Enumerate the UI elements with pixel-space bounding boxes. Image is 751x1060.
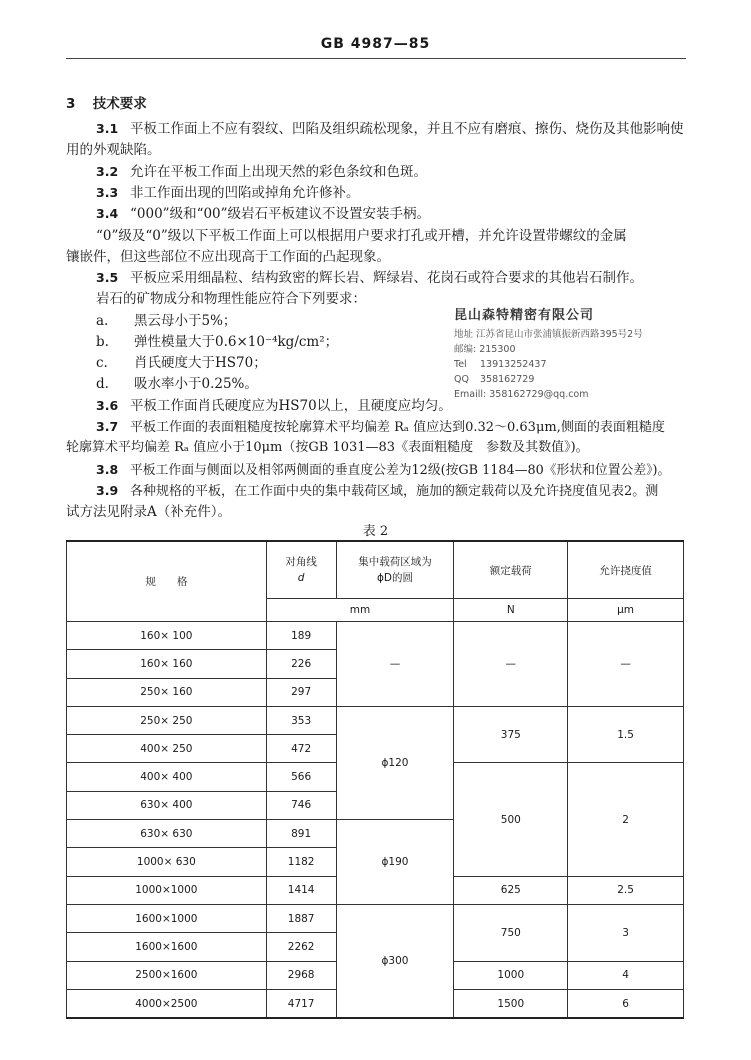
cell-load: 625 [454,876,568,904]
cell-spec: 160× 100 [67,622,267,650]
email-value: 358162729@qq.com [489,389,589,400]
unit-mm: mm [266,599,454,622]
requirement-label: a. [96,313,109,329]
header-zone [336,541,454,599]
cell-spec: 1000×1000 [67,876,267,904]
header-diagonal-symbol: d [297,572,305,584]
cell-deflection: 2 [568,763,684,876]
clause-3-9-cont: 试方法见附录A（补充件）。 [66,504,231,520]
clause-3-1-cont: 用的外观缺陷。 [66,142,161,158]
cell-spec: 2500×1600 [67,961,267,989]
cell-diagonal: 566 [266,763,336,791]
cell-diagonal: 746 [266,791,336,819]
cell-zone: ϕ120 [336,706,454,819]
clause-3-8 [96,461,670,480]
cell-diagonal: 1887 [266,904,336,932]
address-value: 江苏省昆山市张浦镇振新西路395号2号 [476,329,643,340]
cell-diagonal: 189 [266,622,336,650]
stamp-address [454,327,684,342]
clause-number: 3.2 [96,164,119,179]
unit-n: N [454,599,568,622]
cell-diagonal: 353 [266,706,336,734]
clause-text: 平板工作面的表面粗糙度按轮廓算术平均偏差 Rₐ 值应达到0.32～0.63μm,侧面的表面粗糙度 [130,420,665,435]
table-row [67,622,684,650]
cell-diagonal: 891 [266,820,336,848]
cell-load: 375 [454,706,568,763]
cell-diagonal: 4717 [266,989,336,1018]
clause-3-2 [96,163,427,181]
clause-text: 允许在平板工作面上出现天然的彩色条纹和色斑。 [130,164,427,180]
table-row [67,904,684,932]
section-title: 技术要求 [92,96,147,112]
cell-spec: 4000×2500 [67,989,267,1018]
cell-spec: 1000× 630 [67,848,267,876]
cell-diagonal: 2968 [266,961,336,989]
header-diagonal-label: 对角线 [285,556,317,568]
cell-deflection: 1.5 [568,706,684,763]
clause-text: 平板应采用细晶粒、结构致密的辉长岩、辉绿岩、花岗石或符合要求的其他岩石制作。 [130,270,643,286]
cell-diagonal: 1182 [266,848,336,876]
header-spec: 规 格 [67,541,267,622]
cell-spec: 630× 630 [67,820,267,848]
header-deflection: 允许挠度值 [568,541,684,599]
clause-number: 3.8 [96,462,119,477]
clause-text: “000”级和“00”级岩石平板建议不设置安装手柄。 [130,206,431,222]
unit-um: μm [568,599,684,622]
table-row [67,706,684,734]
clause-3-7-cont: 轮廓算术平均偏差 Rₐ 值应小于10μm（按GB 1031—83《表面粗糙度 参数及其数值》)。 [66,440,589,455]
requirement-text: 弹性模量大于0.6×10⁻⁴kg/cm²； [134,334,339,350]
clause-number: 3.7 [96,419,119,434]
clause-3-3 [96,184,360,202]
specification-table [66,540,684,1019]
requirement-label: b. [96,334,109,350]
tel-label: Tel [454,359,467,370]
requirement-a [96,312,236,330]
clause-3-1 [96,120,684,138]
cell-spec: 630× 400 [67,791,267,819]
cell-deflection: 2.5 [568,876,684,904]
cell-spec: 400× 250 [67,735,267,763]
cell-diagonal: 472 [266,735,336,763]
clause-3-5 [96,269,643,287]
requirement-text: 吸水率小于0.25%。 [134,376,258,392]
cell-spec: 1600×1600 [67,933,267,961]
requirement-label: c. [96,355,108,371]
cell-load: 500 [454,763,568,876]
company-name: 昆山森特精密有限公司 [454,308,595,323]
clause-number: 3.4 [96,206,119,221]
requirement-label: d. [96,376,109,392]
header-zone-label2: ϕD的圆 [376,572,413,584]
clause-text: 非工作面出现的凹陷或掉角允许修补。 [130,185,360,201]
cell-diagonal: 2262 [266,933,336,961]
qq-label: QQ [454,374,469,385]
cell-spec: 160× 160 [67,650,267,678]
clause-3-7 [96,418,665,437]
clause-number: 3.9 [96,483,119,498]
clause-3-4-para2-cont: 镶嵌件，但这些部位不应出现高于工作面的凸起现象。 [66,249,390,265]
cell-zone: — [336,622,454,707]
stamp-tel [454,357,684,372]
cell-spec: 1600×1000 [67,904,267,932]
clause-number: 3.3 [96,185,119,200]
cell-load: 1000 [454,961,568,989]
cell-spec: 400× 400 [67,763,267,791]
requirement-text: 黑云母小于5%； [134,313,237,329]
cell-deflection: 3 [568,904,684,961]
clause-number: 3.6 [96,398,119,413]
clause-3-6 [96,397,452,415]
header-zone-label: 集中载荷区域为 [358,556,432,568]
clause-text: 各种规格的平板，在工作面中央的集中载荷区域，施加的额定载荷以及允许挠度值见表2。测 [130,484,659,499]
requirement-text: 肖氏硬度大于HS70； [134,355,267,371]
requirement-d [96,375,258,393]
table-caption: 表 2 [362,524,389,539]
clause-text: 平板工作面与侧面以及相邻两侧面的垂直度公差为12级(按GB 1184—80《形状和位置公差》)。 [130,463,671,478]
table-header-row [67,541,684,599]
section-heading [66,92,147,112]
cell-diagonal: 297 [266,678,336,706]
requirement-b [96,333,338,351]
cell-diagonal: 1414 [266,876,336,904]
cell-spec: 250× 160 [67,678,267,706]
cell-deflection: 4 [568,961,684,989]
stamp-qq [454,372,684,387]
header-load: 额定载荷 [454,541,568,599]
header-diagonal [266,541,336,599]
clause-text: 平板工作面上不应有裂纹、凹陷及组织疏松现象，并且不应有磨痕、擦伤、烧伤及其他影响使 [130,121,684,137]
company-stamp [454,304,684,402]
cell-load: 1500 [454,989,568,1018]
stamp-postcode: 邮编: 215300 [454,344,516,355]
page-header: GB 4987—85 [320,36,431,52]
clause-number: 3.5 [96,270,119,285]
clause-3-4-para2: “0”级及“0”级以下平板工作面上可以根据用户要求打孔或开槽，并允许设置带螺纹的金属 [96,228,627,244]
clause-text: 平板工作面肖氏硬度应为HS70以上，且硬度应均匀。 [130,398,452,414]
header-rule [66,58,686,59]
qq-value: 358162729 [480,374,535,385]
clause-number: 3.1 [96,121,119,136]
cell-deflection: 6 [568,989,684,1018]
cell-load: 750 [454,904,568,961]
clause-3-9 [96,482,658,501]
section-number: 3 [66,96,76,112]
cell-zone: ϕ190 [336,820,454,905]
cell-load: — [454,622,568,707]
email-label: Emaill: [454,389,487,400]
tel-value: 13913252437 [480,359,547,370]
requirement-c [96,354,267,372]
cell-deflection: — [568,622,684,707]
clause-3-4 [96,205,430,223]
stamp-email [454,387,684,402]
cell-diagonal: 226 [266,650,336,678]
clause-3-5-para2: 岩石的矿物成分和物理性能应符合下列要求： [96,291,366,307]
address-label: 地址 [454,329,474,340]
cell-zone: ϕ300 [336,904,454,1018]
cell-spec: 250× 250 [67,706,267,734]
